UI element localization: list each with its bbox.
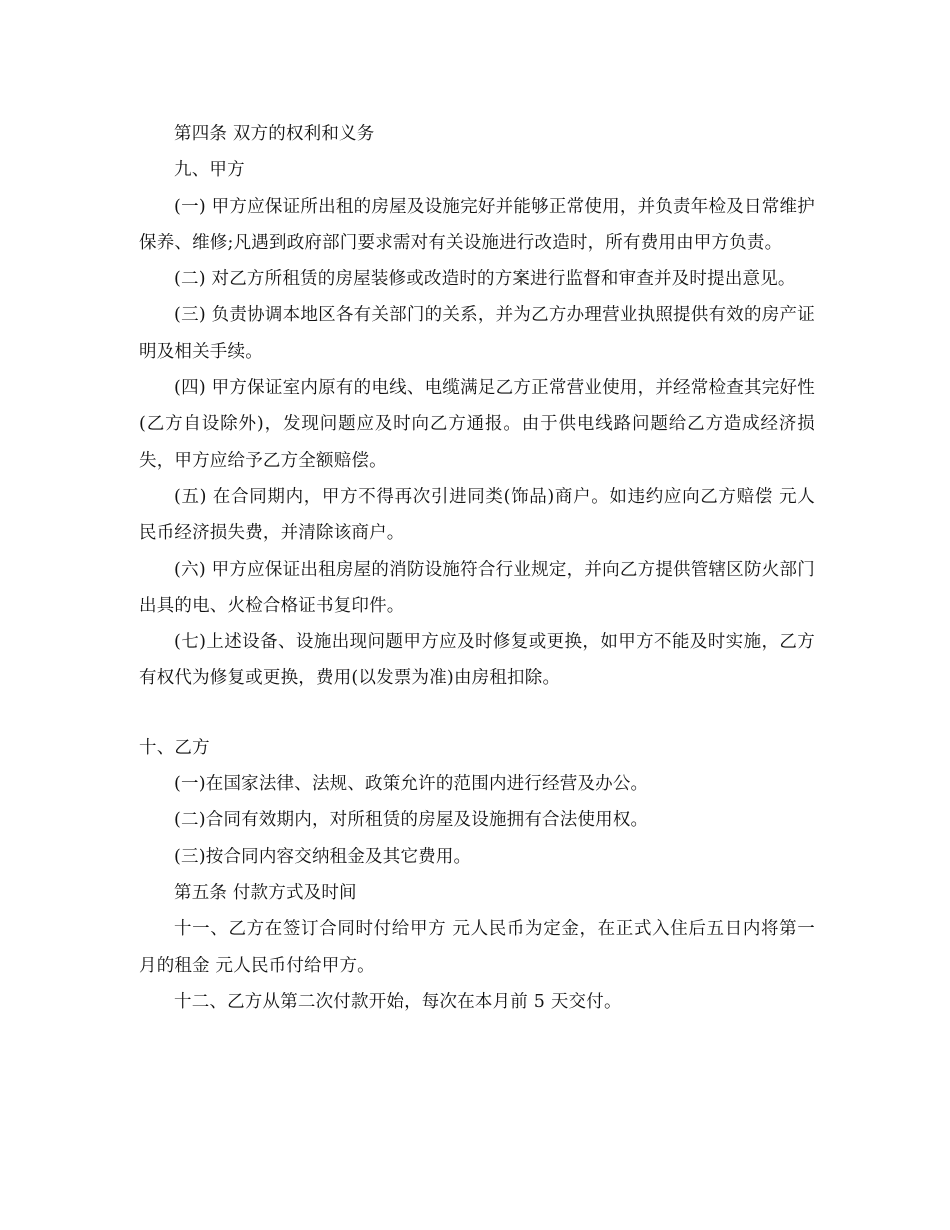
- section-10-heading: 十、乙方: [139, 737, 210, 758]
- clause-11: 十一、乙方在签订合同时付给甲方 元人民币为定金，在正式入住后五日内将第一月的租金 元人民币付给甲方。: [139, 919, 815, 976]
- paragraph-gap: [139, 697, 815, 730]
- clause-10-3: (三)按合同内容交纳租金及其它费用。: [174, 846, 472, 867]
- clause-10-1: (一)在国家法律、法规、政策允许的范围内进行经营及办公。: [174, 774, 649, 795]
- clause-12: 十二、乙方从第二次付款开始，每次在本月前 5 天交付。: [174, 991, 622, 1012]
- clause-9-2: (二) 对乙方所租赁的房屋装修或改造时的方案进行监督和审查并及时提出意见。: [174, 269, 796, 290]
- article-4-heading: 第四条 双方的权利和义务: [174, 124, 375, 144]
- article-5-heading: 第五条 付款方式及时间: [174, 882, 357, 903]
- clause-9-7: (七)上述设备、设施出现问题甲方应及时修复或更换，如甲方不能及时实施，乙方有权代为修复或更换，费用(以发票为准)由房租扣除。: [139, 632, 815, 689]
- clause-9-5: (五) 在合同期内，甲方不得再次引进同类(饰品)商户。如违约应向乙方赔偿 元人民币经济损失费，并清除该商户。: [139, 486, 815, 544]
- clause-9-4: (四) 甲方保证室内原有的电线、电缆满足乙方正常营业使用，并经常检查其完好性(乙方自设除外)，发现问题应及时向乙方通报。由于供电线路问题给乙方造成经济损失，甲方应给予乙方全额赔偿。: [139, 378, 815, 471]
- clause-9-1: (一) 甲方应保证所出租的房屋及设施完好并能够正常使用，并负责年检及日常维护保养、维修;凡遇到政府部门要求需对有关设施进行改造时，所有费用由甲方负责。: [139, 196, 815, 253]
- clause-9-3: (三) 负责协调本地区各有关部门的关系，并为乙方办理营业执照提供有效的房产证明及相关手续。: [139, 305, 815, 362]
- clause-9-6: (六) 甲方应保证出租房屋的消防设施符合行业规定，并向乙方提供管辖区防火部门出具的电、火检合格证书复印件。: [139, 559, 815, 616]
- section-9-heading: 九、甲方: [174, 160, 245, 181]
- document-body: [139, 116, 815, 1020]
- clause-10-2: (二)合同有效期内，对所租赁的房屋及设施拥有合法使用权。: [174, 810, 649, 831]
